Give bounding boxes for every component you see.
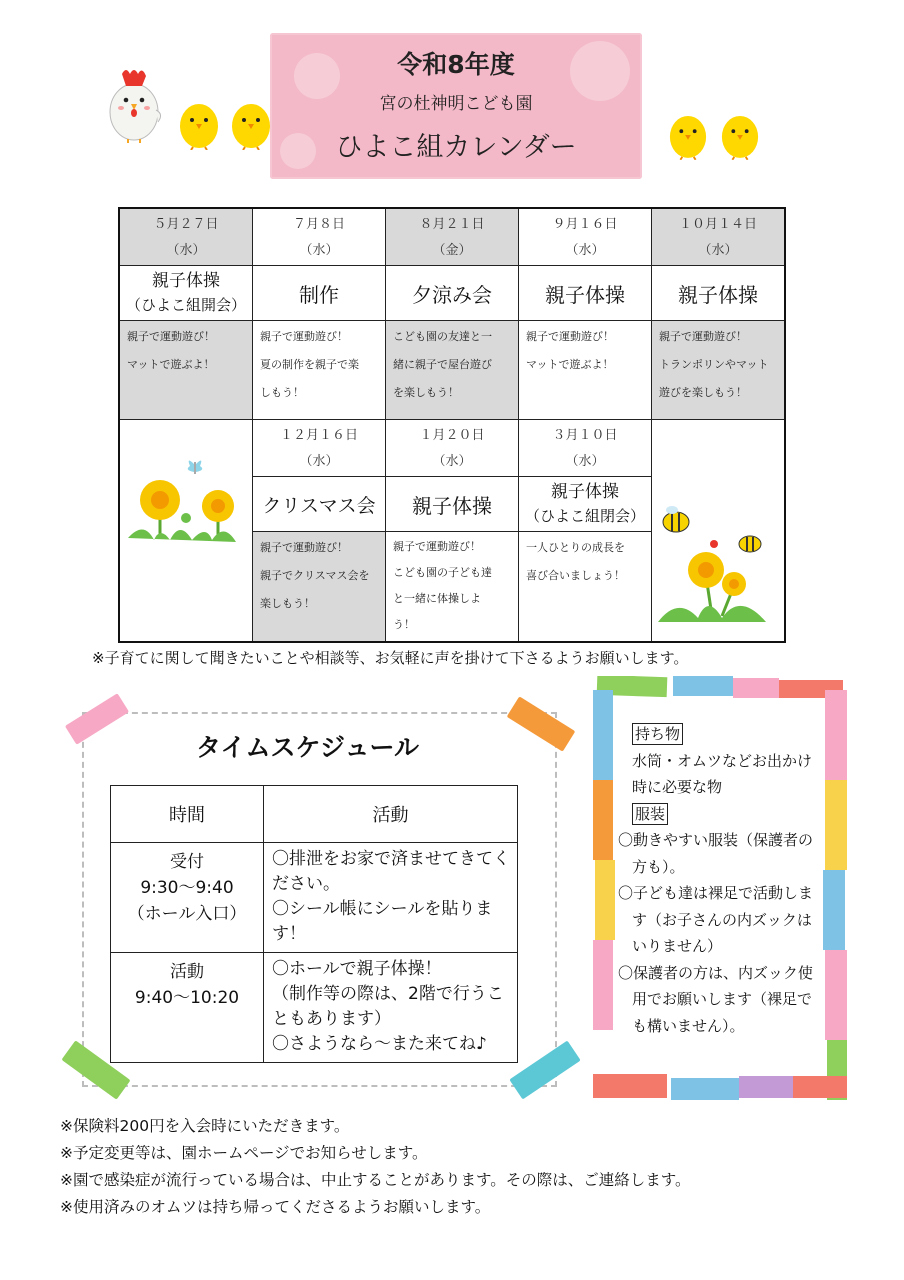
chick-illustration (178, 98, 220, 150)
column-header: 時間 (111, 786, 264, 843)
chick-illustration (720, 110, 760, 160)
description-line: 夏の制作を親子で楽 (260, 358, 359, 371)
event-title: クリスマス会 (262, 494, 376, 517)
date-cell (519, 420, 652, 477)
event-title-cell (386, 266, 519, 321)
table-row (111, 953, 518, 1063)
clothing-item: 〇子ども達は裸足で活動します（お子さんの内ズックはいりません） (618, 884, 814, 955)
description-line: 喜び合いましょう！ (526, 569, 625, 582)
activity-line: （制作等の際は、2階で行うこともあります） (272, 984, 504, 1029)
description-line: 親子で運動遊び！ (659, 330, 747, 343)
event-title: 制作 (299, 282, 339, 307)
event-calendar (118, 207, 786, 643)
description-line: こども園の友達と一 (393, 330, 492, 343)
description-line: トランポリンやマット (659, 358, 769, 371)
date-cell (120, 209, 253, 266)
footer-note: ※園で感染症が流行っている場合は、中止することがあります。その際は、ご連絡します。 (60, 1171, 691, 1189)
description-line: う！ (393, 618, 415, 631)
event-title-cell (120, 266, 253, 321)
description-line: と一緒に体操しよ (393, 592, 481, 605)
activity-cell (264, 843, 518, 953)
description-line: を楽しもう！ (393, 386, 459, 399)
description-line: 親子で運動遊び！ (127, 330, 215, 343)
footer-note: ※保険料200円を入会時にいただきます。 (60, 1117, 350, 1135)
event-date: ７月８日 (292, 217, 345, 232)
event-weekday: （金） (432, 243, 472, 258)
time-line: 活動 (170, 962, 204, 982)
event-description (519, 532, 652, 641)
date-cell (519, 209, 652, 266)
event-subtitle: （ひよこ組開会） (125, 296, 246, 314)
event-date: ５月２７日 (153, 217, 219, 232)
table-header-row (111, 786, 518, 843)
title-banner (270, 33, 642, 179)
dandelion-bees-illustration (654, 504, 782, 634)
description-line: 親子で運動遊び！ (260, 330, 348, 343)
time-cell (111, 953, 264, 1063)
activity-line: 〇シール帳にシールを貼ります！ (272, 899, 493, 944)
fiscal-year: 令和8年度 (397, 50, 515, 79)
description-line: マットで遊ぶよ！ (127, 358, 215, 371)
date-cell (652, 209, 784, 266)
event-weekday: （水） (565, 454, 605, 469)
description-line: マットで遊ぶよ！ (526, 358, 614, 371)
event-weekday: （水） (565, 243, 605, 258)
event-title-cell (519, 477, 652, 532)
hen-illustration (104, 66, 164, 144)
event-title: 親子体操 (551, 482, 619, 502)
event-date: ３月１０日 (552, 428, 618, 443)
time-line: 受付 (170, 852, 204, 872)
activity-cell (264, 953, 518, 1063)
description-line: 親子で運動遊び！ (393, 540, 481, 553)
event-title: 親子体操 (678, 282, 758, 307)
event-title: 夕涼み会 (412, 282, 492, 307)
activity-line: 〇排泄をお家で済ませてきてください。 (272, 849, 510, 894)
event-description (519, 321, 652, 420)
event-title-cell (253, 477, 386, 532)
event-date: ８月２１日 (419, 217, 485, 232)
belongings-notes (618, 721, 823, 1039)
footer-note: ※予定変更等は、園ホームページでお知らせします。 (60, 1144, 428, 1162)
event-title-cell (519, 266, 652, 321)
date-cell (253, 420, 386, 477)
page-title: ひよこ組カレンダー (335, 132, 577, 163)
event-description (253, 532, 386, 641)
description-line: 緒に親子で屋台遊び (393, 358, 492, 371)
event-description (386, 321, 519, 420)
event-title: 親子体操 (412, 493, 492, 518)
dandelion-bee-illustration-cell (652, 420, 784, 641)
event-description (386, 532, 519, 641)
schedule-table (110, 785, 518, 1063)
event-subtitle: （ひよこ組閉会） (524, 507, 645, 525)
description-line: 一人ひとりの成長を (526, 541, 625, 554)
event-date: １２月１６日 (279, 428, 358, 443)
event-description (120, 321, 253, 420)
belongings-heading: 持ち物 (632, 723, 683, 745)
date-cell (253, 209, 386, 266)
clothing-item: 〇動きやすい服装（保護者の方も）。 (618, 831, 814, 876)
time-line: 9:30～9:40 (140, 878, 234, 898)
event-weekday: （水） (166, 243, 206, 258)
event-weekday: （水） (698, 243, 738, 258)
column-header: 活動 (264, 786, 518, 843)
table-row (111, 843, 518, 953)
clothing-heading: 服装 (632, 803, 668, 825)
event-title-cell (386, 477, 519, 532)
date-cell (386, 420, 519, 477)
footer-note: ※使用済みのオムツは持ち帰ってくださるようお願いします。 (60, 1198, 491, 1216)
event-date: １月２０日 (419, 428, 485, 443)
event-title-cell (253, 266, 386, 321)
event-title: 親子体操 (152, 271, 220, 291)
description-line: こども園の子ども達 (393, 566, 492, 579)
activity-line: 〇ホールで親子体操！ (272, 959, 442, 979)
consultation-note: ※子育てに関して聞きたいことや相談等、お気軽に声を掛けて下さるようお願いします。 (92, 649, 689, 667)
dandelion-butterfly-illustration (122, 440, 252, 560)
time-line: 9:40～10:20 (134, 988, 240, 1008)
event-date: １０月１４日 (678, 217, 757, 232)
event-weekday: （水） (432, 454, 472, 469)
event-title: 親子体操 (545, 282, 625, 307)
chick-illustration (668, 110, 708, 160)
chick-illustration (230, 98, 272, 150)
time-line: （ホール入口） (127, 904, 247, 924)
description-line: しもう！ (260, 386, 304, 399)
activity-line: 〇さようなら～また来てね♪ (272, 1034, 487, 1054)
event-date: ９月１６日 (552, 217, 618, 232)
description-line: 楽しもう！ (260, 597, 315, 610)
event-description (652, 321, 784, 420)
dandelion-illustration-cell (120, 420, 253, 641)
event-weekday: （水） (299, 243, 339, 258)
event-weekday: （水） (299, 454, 339, 469)
time-cell (111, 843, 264, 953)
clothing-item: 〇保護者の方は、内ズック使用でお願いします（裸足でも構いません）。 (618, 963, 813, 1035)
schedule-title: タイムスケジュール (196, 733, 420, 762)
footer-notes (60, 1113, 880, 1221)
belongings-text: 水筒・オムツなどお出かけ時に必要な物 (632, 751, 813, 796)
description-line: 親子で運動遊び！ (526, 330, 614, 343)
event-description (253, 321, 386, 420)
description-line: 親子でクリスマス会を (260, 569, 370, 582)
school-name: 宮の杜神明こども園 (379, 94, 533, 114)
description-line: 親子で運動遊び！ (260, 541, 348, 554)
date-cell (386, 209, 519, 266)
description-line: 遊びを楽しもう！ (659, 386, 747, 399)
event-title-cell (652, 266, 784, 321)
